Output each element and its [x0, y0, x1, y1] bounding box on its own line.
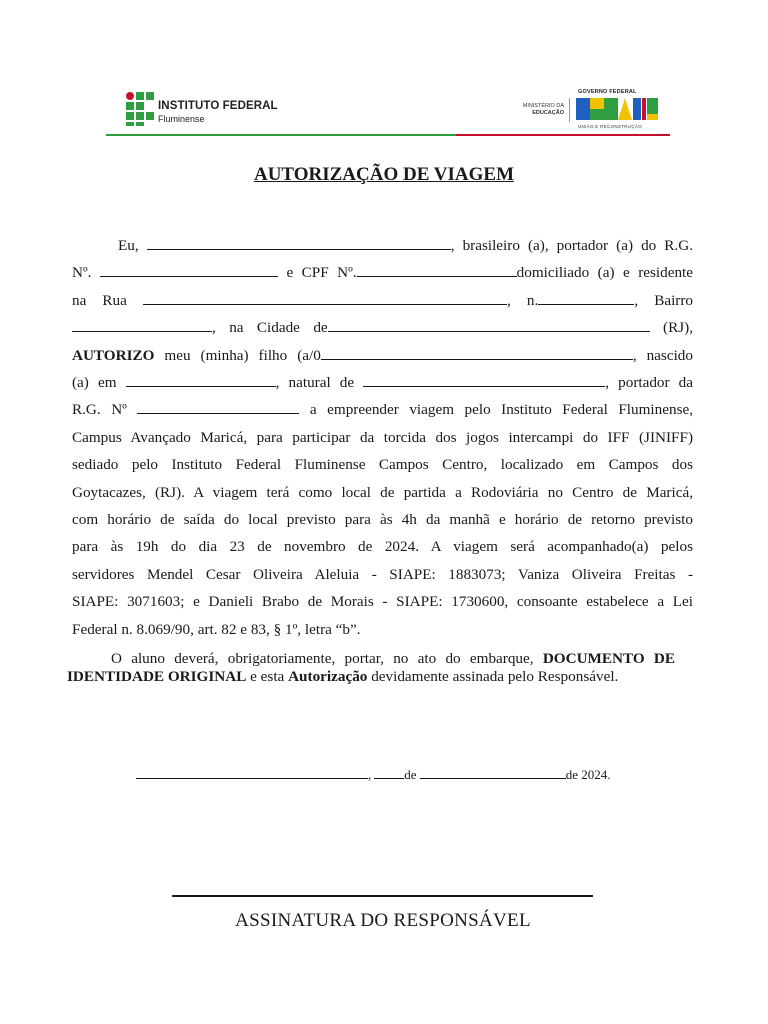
- text: meu (minha) filho (a/0: [164, 346, 321, 364]
- body-line-13: servidores Mendel Cesar Oliveira Aleluia - SIAPE: 1883073; Vaniza Oliveira Freitas -: [72, 565, 693, 583]
- brasil-logo-icon: [576, 96, 658, 122]
- body-line-1: [72, 232, 693, 259]
- text: IDENTIDADE ORIGINAL: [67, 668, 247, 685]
- child-rg-field[interactable]: [137, 399, 299, 414]
- gov-slogan: UNIÃO E RECONSTRUÇÃO: [578, 124, 643, 129]
- birth-date-field[interactable]: [126, 372, 276, 387]
- body-line-7: [72, 396, 693, 423]
- text: , brasileiro (a), portador (a) do R.G.: [450, 237, 693, 254]
- ministry-line2: EDUCAÇÃO: [532, 110, 564, 116]
- signature-field[interactable]: [172, 895, 593, 897]
- day-field[interactable]: [374, 766, 404, 779]
- body-line-11: com horário de saída do local previsto para às 4h da manhã e horário de retorno previsto: [72, 511, 693, 529]
- notice-line-2: [67, 668, 618, 685]
- if-logo-icon: [126, 92, 154, 126]
- header-rule: [106, 134, 670, 136]
- body-line-5: [72, 342, 693, 369]
- text: ,: [634, 291, 639, 309]
- child-name-field[interactable]: [321, 345, 633, 360]
- body-line-3: [72, 287, 693, 314]
- institute-campus: Fluminense: [158, 114, 205, 124]
- text: e esta: [250, 668, 285, 685]
- text: O aluno deverá, obrigatoriamente, portar, no ato do embarque,: [111, 650, 534, 667]
- body-line-8: Campus Avançado Maricá, para participar da torcida dos jogos intercampi do IFF (JINIFF): [72, 428, 693, 446]
- notice-line-1: [67, 650, 675, 668]
- body-line-12: para às 19h do dia 23 de novembro de 2024. A viagem será acompanhado(a) pelos: [72, 538, 693, 556]
- body-line-2: [72, 259, 693, 286]
- text: na Cidade de: [229, 319, 328, 337]
- text: (a) em: [72, 374, 117, 392]
- body-line-6: [72, 369, 693, 396]
- authorization-body: [72, 232, 693, 643]
- document-title: AUTORIZAÇÃO DE VIAGEM: [253, 164, 515, 185]
- ministry-line1: MINISTÉRIO DA: [522, 103, 564, 109]
- date-line: [136, 766, 611, 783]
- text: Autorização: [288, 668, 368, 685]
- text: AUTORIZO: [72, 346, 155, 364]
- street-field[interactable]: [143, 290, 507, 305]
- text: , portador da: [605, 374, 694, 392]
- institute-name: INSTITUTO FEDERAL: [158, 100, 278, 112]
- place-field[interactable]: [136, 766, 368, 779]
- guardian-rg-field[interactable]: [100, 262, 278, 277]
- text: ,: [368, 767, 372, 782]
- text: , nascido: [632, 346, 693, 364]
- guardian-name-field[interactable]: [147, 235, 451, 250]
- body-line-10: Goytacazes, (RJ). A viagem terá como local de partida a Rodoviária no Centro de Maricá,: [72, 483, 693, 501]
- text: na Rua: [72, 291, 127, 309]
- body-line-15: Federal n. 8.069/90, art. 82 e 83, § 1º, letra “b”.: [72, 620, 361, 638]
- text: ,: [212, 319, 216, 337]
- text: de 2024.: [565, 767, 611, 782]
- city-field[interactable]: [328, 317, 650, 332]
- text: a empreender viagem pelo Instituto Federal Fluminense,: [309, 401, 694, 419]
- neighborhood-field[interactable]: [72, 317, 212, 332]
- text: devidamente assinada pelo Responsável.: [371, 668, 619, 685]
- month-field[interactable]: [420, 766, 566, 779]
- gov-label: GOVERNO FEDERAL: [578, 89, 637, 95]
- text: Eu,: [118, 237, 139, 254]
- signature-label: ASSINATURA DO RESPONSÁVEL: [235, 910, 531, 931]
- text: ,: [507, 291, 511, 309]
- text: R.G. Nº: [72, 401, 127, 419]
- text: e CPF Nº.: [286, 264, 357, 282]
- body-line-4: [72, 314, 693, 341]
- document-header: [106, 84, 670, 138]
- ministry-label: [504, 103, 564, 117]
- text: (RJ),: [663, 319, 693, 337]
- guardian-cpf-field[interactable]: [357, 262, 517, 277]
- text: DOCUMENTO DE: [542, 650, 675, 667]
- text: domiciliado (a) e residente: [516, 264, 694, 282]
- body-line-9: sediado pelo Instituto Federal Fluminense Campos Centro, localizado em Campos dos: [72, 456, 693, 474]
- document-notice: [67, 650, 675, 686]
- header-divider: [569, 98, 570, 122]
- text: n.: [526, 291, 539, 309]
- text: , natural de: [275, 374, 355, 392]
- body-line-14: SIAPE: 3071603; e Danieli Brabo de Morais - SIAPE: 1730600, consoante estabelece a Lei: [72, 593, 693, 611]
- text: Nº.: [72, 264, 92, 282]
- text: de: [404, 767, 417, 782]
- number-field[interactable]: [538, 290, 634, 305]
- text: Bairro: [654, 291, 694, 309]
- birthplace-field[interactable]: [363, 372, 605, 387]
